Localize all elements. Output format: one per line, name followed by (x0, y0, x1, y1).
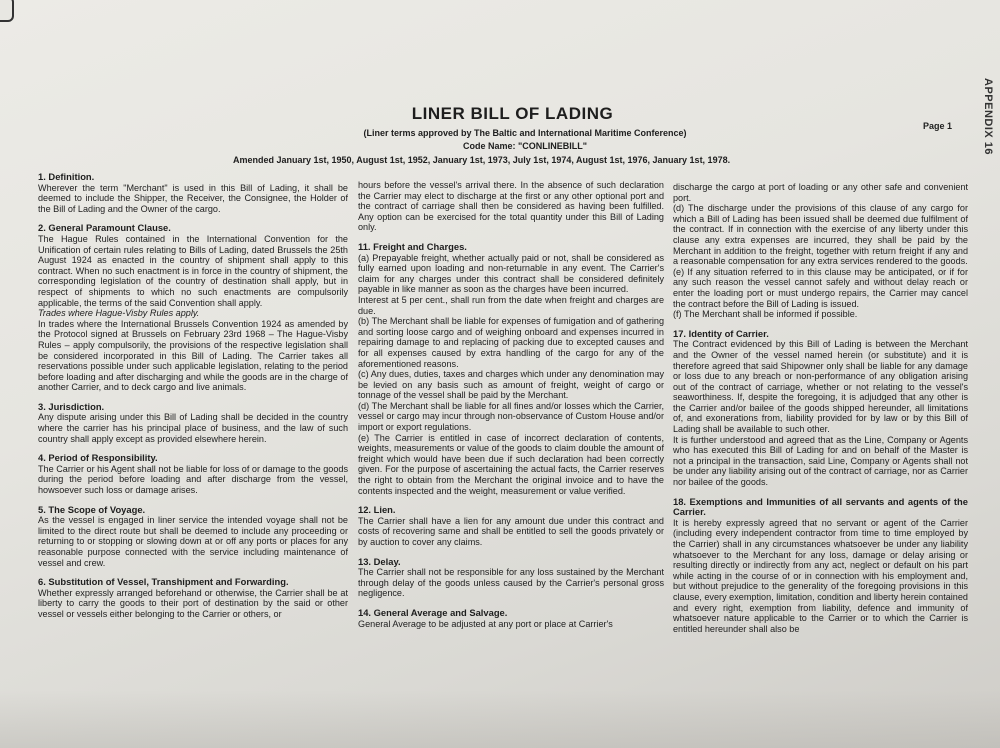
appendix-label: APPENDIX 16 (982, 78, 994, 156)
clause-heading: 2. General Paramount Clause. (38, 222, 171, 234)
column-left (38, 172, 348, 692)
clause-paragraph: It is further understood and agreed that as the Line, Company or Agents who has executed this Bill of Lading for and on behalf of the Master is not a principal in the transaction, said Line, Company or Agents shall not be under any liability arising out of the contract of carriage, nor as Carrier nor bailee of the goods. (673, 434, 968, 488)
column-right (673, 182, 968, 702)
clause-paragraph: Whether expressly arranged beforehand or otherwise, the Carrier shall be at liberty to carry the goods to their port of destination by the said or other vessel or vessels either belonging to the Carrier or others, or (38, 587, 348, 619)
clause-section (358, 242, 664, 496)
clause-paragraph: (a) Prepayable freight, whether actually paid or not, shall be considered as fully earned upon loading and non-returnable in any event. The Carrier's claim for any charges under this contract shall be considered definitely payable in like manner as soon as the charges have been incurred. (358, 252, 664, 295)
clause-section (38, 577, 348, 619)
clause-paragraph: (b) The Merchant shall be liable for expenses of fumigation and of gathering and sorting loose cargo and of weighing onboard and expenses incurred in repairing damage to and replacing of packing due to excepted causes and for all expenses caused by extra handling of the cargo for any of the aforementioned reasons. (358, 316, 664, 369)
page-edge-tab (0, 0, 14, 22)
clause-paragraph: The Hague Rules contained in the International Convention for the Unification of certain rules relating to Bills of Lading, dated Brussels the 25th August 1924 as enacted in the country of shipment shall apply to this contract. When no such enactment is in force in the country of shipment, the corresponding legislation of the country of destination shall apply, but in respect of shipments to which no such enactments are compulsorily applicable, the terms of the said Convention shall apply. (38, 233, 348, 308)
clause-heading: 1. Definition. (38, 172, 95, 182)
clause-section (38, 505, 348, 569)
clause-section (358, 505, 664, 547)
clause-paragraph: General Average to be adjusted at any port or place at Carrier's (358, 618, 613, 629)
clause-section (38, 453, 348, 495)
document-subtitle: (Liner terms approved by The Baltic and International Maritime Conference) (363, 128, 687, 138)
clause-paragraph: The Carrier shall not be responsible for any loss sustained by the Merchant through delay of the goods unless caused by the Carrier's personal gross negligence. (358, 567, 664, 599)
clause-paragraph: As the vessel is engaged in liner service the intended voyage shall not be limited to the direct route but shall be deemed to include any proceeding or returning to or stopping or slowing down at or off any ports or places for any reasonable purpose connected with the service including maintenance of vessel and crew. (38, 515, 348, 568)
clause-paragraph: The Carrier shall have a lien for any amount due under this contract and costs of recovering same and shall be entitled to sell the goods privately or by auction to cover any claims. (358, 515, 664, 547)
clause-heading: 14. General Average and Salvage. (358, 606, 508, 618)
code-name: Code Name: "CONLINEBILL" (462, 141, 588, 151)
clause-section (38, 402, 348, 444)
clause-paragraph: Interest at 5 per cent., shall run from the date when freight and charges are due. (358, 294, 664, 316)
clause-paragraph: It is hereby expressly agreed that no servant or agent of the Carrier (including every independent contractor from time to time employed by the Carrier) shall in any circumstances whatsoever be under any liability whatsoever to the Merchant for any loss, damage or delay arising or resulting directly or indirectly from any act, neglect or default on his part while acting in the course of or in connection with his employment and, but without prejudice to the generality of the foregoing provisions in this clause, every exemption, limitation, condition and liberty herein contained and every right, exemption from liability, defence and immunity of whatsoever nature applicable to the Carrier or to which the Carrier is entitled hereunder shall also be (673, 517, 968, 634)
clause-paragraph: (e) The Carrier is entitled in case of incorrect declaration of contents, weights, measurements or value of the goods to claim double the amount of freight which would have been due if such declaration had been correctly given. For the purpose of ascertaining the actual facts, the Carrier reserves the right to obtain from the Merchant the original invoice and to have the contents inspected and the weight, measurement or value verified. (358, 432, 664, 496)
clause-section (358, 180, 664, 233)
clause-paragraph: (d) The Merchant shall be liable for all fines and/or losses which the Carrier, vessel or cargo may incur through non-observance of Custom House and/or import or export regulations. (358, 400, 664, 433)
page-number: Page 1 (923, 121, 953, 131)
clause-paragraph: (c) Any dues, duties, taxes and charges which under any denomination may be levied on any basis such as amount of freight, weight of cargo or tonnage of the vessel shall be paid by the Merchant. (358, 369, 664, 401)
clause-paragraph: Wherever the term "Merchant" is used in this Bill of Lading, it shall be deemed to include the Shipper, the Receiver, the Consignee, the Holder of the Bill of Lading and the Owner of the cargo. (38, 182, 348, 214)
clause-heading: 17. Identity of Carrier. (673, 327, 769, 339)
clause-section (38, 223, 348, 393)
clause-heading: 18. Exemptions and Immunities of all servants and agents of the Carrier. (673, 495, 968, 518)
clause-section (358, 608, 664, 629)
clause-heading: 3. Jurisdiction. (38, 400, 105, 412)
clause-section (38, 172, 348, 214)
document-header (180, 104, 870, 151)
clause-paragraph: hours before the vessel's arrival there. In the absence of such declaration the Carrier may elect to discharge at the first or any other optional port and the contract of carriage shall then be considered as having been fulfilled. Any option can be exercised for the total quantity under this Bill of Lading only. (358, 180, 664, 233)
clause-section (358, 557, 664, 599)
clause-heading: 6. Substitution of Vessel, Transhipment and Forwarding. (38, 576, 289, 588)
clause-section (673, 497, 968, 635)
clause-paragraph: Trades where Hague-Visby Rules apply. (38, 308, 200, 319)
clause-paragraph: (d) The discharge under the provisions of this clause of any cargo for which a Bill of Lading has been issued shall be deemed due fulfilment of the contract. If in connection with the exercise of any liberty under this clause any extra expenses are incurred, they shall be paid by the Merchant in addition to the freight, together with return freight if any and a reasonable compensation for any extra services rendered to the goods. (673, 203, 968, 267)
clause-section (673, 182, 968, 320)
clause-paragraph: discharge the cargo at port of loading or any other safe and convenient port. (673, 182, 968, 203)
clause-paragraph: Any dispute arising under this Bill of Lading shall be decided in the country where the carrier has his principal place of business, and the law of such country shall apply except as provided elsewhere herein. (38, 412, 348, 444)
clause-paragraph: (e) If any situation referred to in this clause may be anticipated, or if for any such reason the vessel cannot safely and without delay reach or enter the loading port or must undergo repairs, the Carrier may cancel the contract before the Bill of Lading is issued. (673, 266, 968, 309)
clause-paragraph: The Carrier or his Agent shall not be liable for loss of or damage to the goods during the period before loading and after discharge from the vessel, howsoever such loss or damage arises. (38, 463, 348, 496)
document-title: LINER BILL OF LADING (411, 104, 614, 123)
column-middle (358, 180, 664, 700)
clause-heading: 11. Freight and Charges. (358, 240, 467, 252)
clause-paragraph: (f) The Merchant shall be informed if possible. (673, 309, 858, 320)
clause-section (673, 329, 968, 488)
clause-paragraph: In trades where the International Brussels Convention 1924 as amended by the Protocol signed at Brussels on February 23rd 1968 – The Hague-Visby Rules – apply compulsorily, the provisions of the respective legislation shall be considered incorporated in this Bill of Lading. The Carrier takes all reservations possible under such applicable legislation, relating to the period before loading and after discharging and while the goods are in the charge of another Carrier, and to deck cargo and live animals. (38, 318, 348, 393)
clause-heading: 4. Period of Responsibility. (38, 452, 158, 464)
amended-dates: Amended January 1st, 1950, August 1st, 1952, January 1st, 1973, July 1st, 1974, August 1st, 1976, January 1st, 1978. (233, 155, 731, 165)
clause-paragraph: The Contract evidenced by this Bill of Lading is between the Merchant and the Owner of the vessel named herein (or substitute) and it is therefore agreed that said Shipowner only shall be liable for any damage or loss due to any breach or non-performance of any obligation arising out of the contract of carriage, whether or not relating to the vessel's seaworthiness. If, despite the foregoing, it is adjudged that any other is the Carrier and/or bailee of the goods shipped hereunder, all limitations of, and exonerations from, liability provided for by law or by this Bill of Lading shall be available to such other. (673, 339, 968, 435)
clause-heading: 12. Lien. (358, 504, 396, 516)
clause-heading: 13. Delay. (358, 555, 401, 567)
clause-heading: 5. The Scope of Voyage. (38, 503, 146, 515)
